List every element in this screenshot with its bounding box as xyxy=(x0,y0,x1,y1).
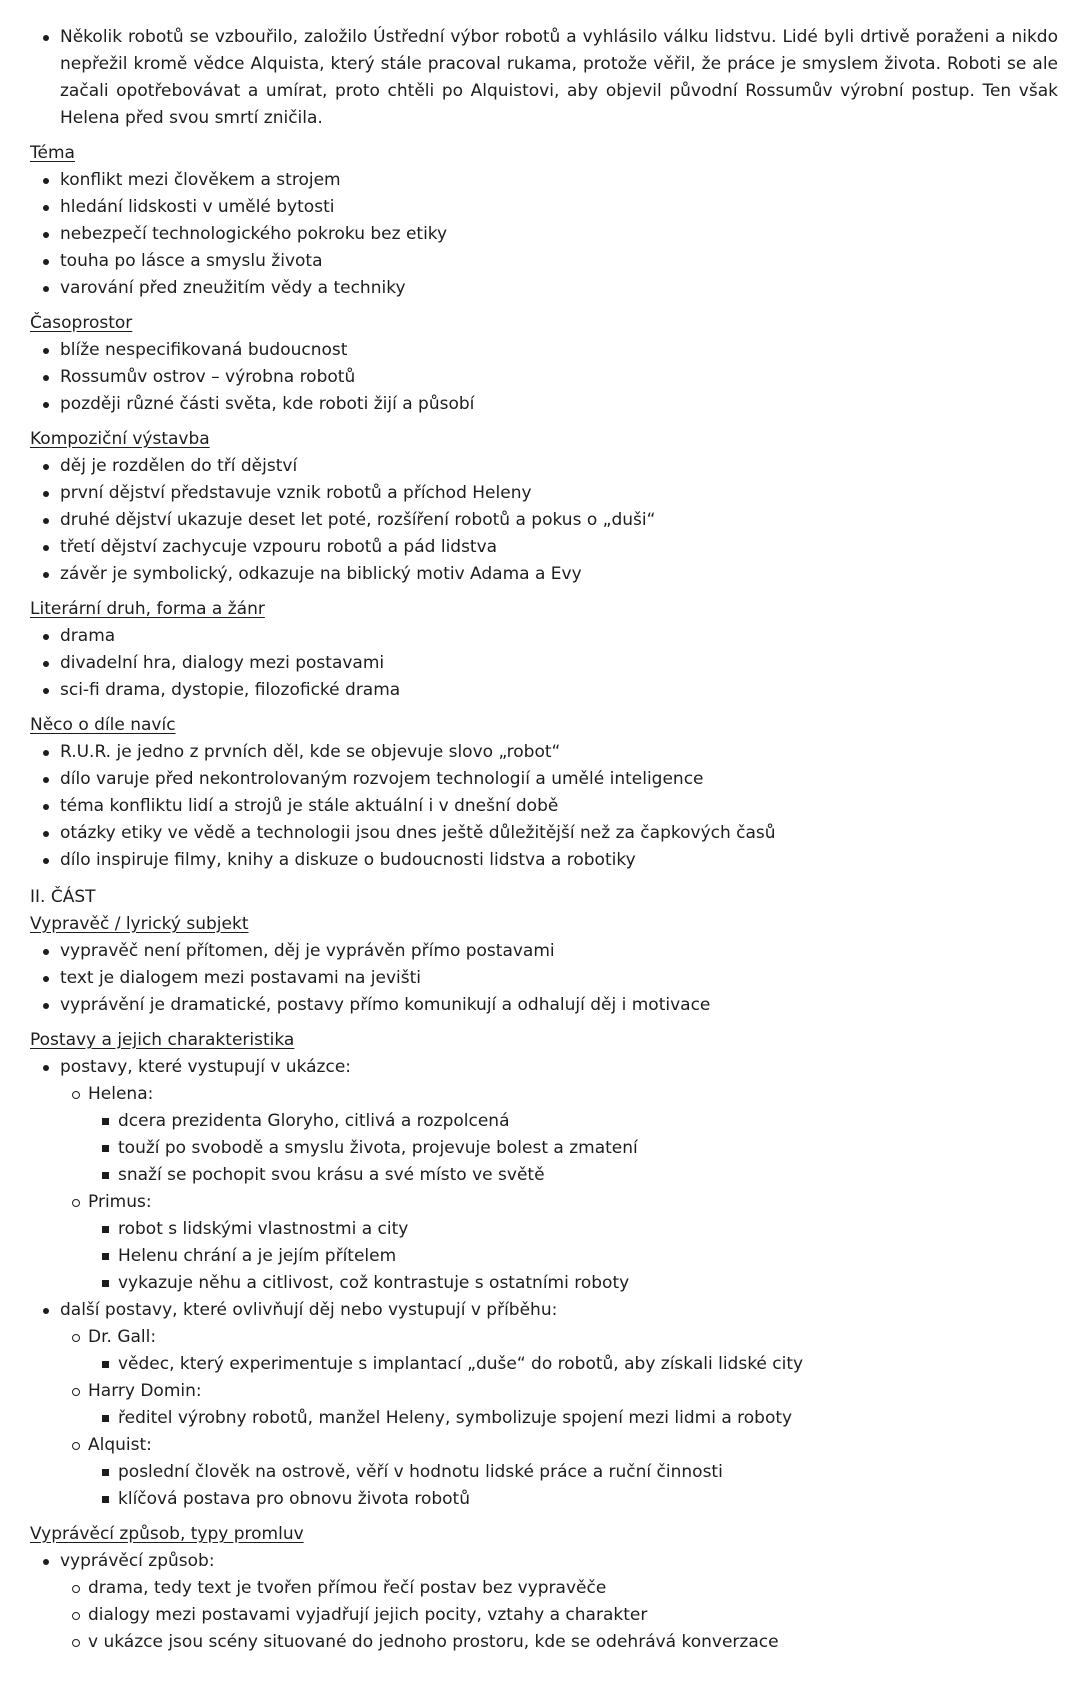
list-item: vypravěč není přítomen, děj je vyprávěn přímo postavami xyxy=(30,938,1058,965)
zpusob-list xyxy=(30,1548,1058,1656)
character-item xyxy=(60,1189,1058,1297)
kompozice-list xyxy=(30,453,1058,588)
character-list xyxy=(60,1081,1058,1297)
list-item: konflikt mezi člověkem a strojem xyxy=(30,167,1058,194)
list-item xyxy=(30,1297,1058,1513)
list-item: sci-fi drama, dystopie, filozofické drama xyxy=(30,677,1058,704)
list-item: Rossumův ostrov – výrobna robotů xyxy=(30,364,1058,391)
section-heading-druh: Literární druh, forma a žánr xyxy=(30,599,265,619)
section-heading-casoprostor: Časoprostor xyxy=(30,313,133,333)
list-item: drama, tedy text je tvořen přímou řečí postav bez vypravěče xyxy=(60,1575,1058,1602)
list-item: Několik robotů se vzbouřilo, založilo Ústřední výbor robotů a vyhlásilo válku lidstvu. Lidé byli drtivě poraženi a nikdo nepřežil kromě vědce Alquista, který stále pracoval rukama, protože věřil, že práce je smyslem života. Roboti se ale začali opotřebovávat a umírat, proto chtěli po Alquistovi, aby objevil původní Rossumův výrobní postup. Ten však Helena před svou smrtí zničila. xyxy=(30,24,1058,132)
trait-item: dcera prezidenta Gloryho, citlivá a rozpolcená xyxy=(88,1108,1058,1135)
trait-item: klíčová postava pro obnovu života robotů xyxy=(88,1486,1058,1513)
navic-list xyxy=(30,739,1058,874)
character-list xyxy=(60,1324,1058,1513)
section-heading-navic: Něco o díle navíc xyxy=(30,715,176,735)
list-item: první dějství představuje vznik robotů a příchod Heleny xyxy=(30,480,1058,507)
trait-item: robot s lidskými vlastnostmi a city xyxy=(88,1216,1058,1243)
list-item: později různé části světa, kde roboti žijí a působí xyxy=(30,391,1058,418)
group-label: postavy, které vystupují v ukázce: xyxy=(60,1057,352,1077)
list-item: varování před zneužitím vědy a techniky xyxy=(30,275,1058,302)
character-name: Primus: xyxy=(88,1192,152,1212)
character-name: Alquist: xyxy=(88,1435,152,1455)
list-item: R.U.R. je jedno z prvních děl, kde se objevuje slovo „robot“ xyxy=(30,739,1058,766)
trait-list xyxy=(88,1216,1058,1297)
list-item: hledání lidskosti v umělé bytosti xyxy=(30,194,1058,221)
trait-item: poslední člověk na ostrově, věří v hodnotu lidské práce a ruční činnosti xyxy=(88,1459,1058,1486)
zpusob-sublist xyxy=(60,1575,1058,1656)
trait-list xyxy=(88,1405,1058,1432)
tema-list xyxy=(30,167,1058,302)
character-item xyxy=(60,1432,1058,1513)
trait-list xyxy=(88,1108,1058,1189)
list-item: závěr je symbolický, odkazuje na biblický motiv Adama a Evy xyxy=(30,561,1058,588)
list-item: text je dialogem mezi postavami na jevišti xyxy=(30,965,1058,992)
character-name: Helena: xyxy=(88,1084,154,1104)
trait-item: snaží se pochopit svou krásu a své místo ve světě xyxy=(88,1162,1058,1189)
section-heading-postavy: Postavy a jejich charakteristika xyxy=(30,1030,295,1050)
list-item: dílo inspiruje filmy, knihy a diskuze o budoucnosti lidstva a robotiky xyxy=(30,847,1058,874)
character-name: Dr. Gall: xyxy=(88,1327,157,1347)
character-item xyxy=(60,1081,1058,1189)
intro-list xyxy=(30,24,1058,132)
list-item: otázky etiky ve vědě a technologii jsou dnes ještě důležitější než za čapkových časů xyxy=(30,820,1058,847)
list-item: třetí dějství zachycuje vzpouru robotů a pád lidstva xyxy=(30,534,1058,561)
trait-item: Helenu chrání a je jejím přítelem xyxy=(88,1243,1058,1270)
list-item: divadelní hra, dialogy mezi postavami xyxy=(30,650,1058,677)
list-item: druhé dějství ukazuje deset let poté, rozšíření robotů a pokus o „duši“ xyxy=(30,507,1058,534)
list-item: dialogy mezi postavami vyjadřují jejich pocity, vztahy a charakter xyxy=(60,1602,1058,1629)
character-item xyxy=(60,1378,1058,1432)
list-item xyxy=(30,1054,1058,1297)
list-item: touha po lásce a smyslu života xyxy=(30,248,1058,275)
section-heading-tema: Téma xyxy=(30,143,75,163)
character-name: Harry Domin: xyxy=(88,1381,202,1401)
section-heading-vypravec: Vypravěč / lyrický subjekt xyxy=(30,914,249,934)
list-item: drama xyxy=(30,623,1058,650)
postavy-list xyxy=(30,1054,1058,1513)
trait-item: touží po svobodě a smyslu života, projevuje bolest a zmatení xyxy=(88,1135,1058,1162)
list-item xyxy=(30,1548,1058,1656)
trait-list xyxy=(88,1351,1058,1378)
group-label: vyprávěcí způsob: xyxy=(60,1551,215,1571)
list-item: děj je rozdělen do tří dějství xyxy=(30,453,1058,480)
list-item: nebezpečí technologického pokroku bez etiky xyxy=(30,221,1058,248)
trait-list xyxy=(88,1459,1058,1513)
character-item xyxy=(60,1324,1058,1378)
list-item: vyprávění je dramatické, postavy přímo komunikují a odhalují děj i motivace xyxy=(30,992,1058,1019)
trait-item: vykazuje něhu a citlivost, což kontrastuje s ostatními roboty xyxy=(88,1270,1058,1297)
druh-list xyxy=(30,623,1058,704)
casoprostor-list xyxy=(30,337,1058,418)
list-item: dílo varuje před nekontrolovaným rozvojem technologií a umělé inteligence xyxy=(30,766,1058,793)
list-item: blíže nespecifikovaná budoucnost xyxy=(30,337,1058,364)
trait-item: vědec, který experimentuje s implantací „duše“ do robotů, aby získali lidské city xyxy=(88,1351,1058,1378)
vypravec-list xyxy=(30,938,1058,1019)
list-item: v ukázce jsou scény situované do jednoho prostoru, kde se odehrává konverzace xyxy=(60,1629,1058,1656)
list-item: téma konfliktu lidí a strojů je stále aktuální i v dnešní době xyxy=(30,793,1058,820)
group-label: další postavy, které ovlivňují děj nebo vystupují v příběhu: xyxy=(60,1300,558,1320)
trait-item: ředitel výrobny robotů, manžel Heleny, symbolizuje spojení mezi lidmi a roboty xyxy=(88,1405,1058,1432)
part-title: II. ČÁST xyxy=(30,887,96,907)
section-heading-zpusob: Vyprávěcí způsob, typy promluv xyxy=(30,1524,304,1544)
section-heading-kompozice: Kompoziční výstavba xyxy=(30,429,210,449)
